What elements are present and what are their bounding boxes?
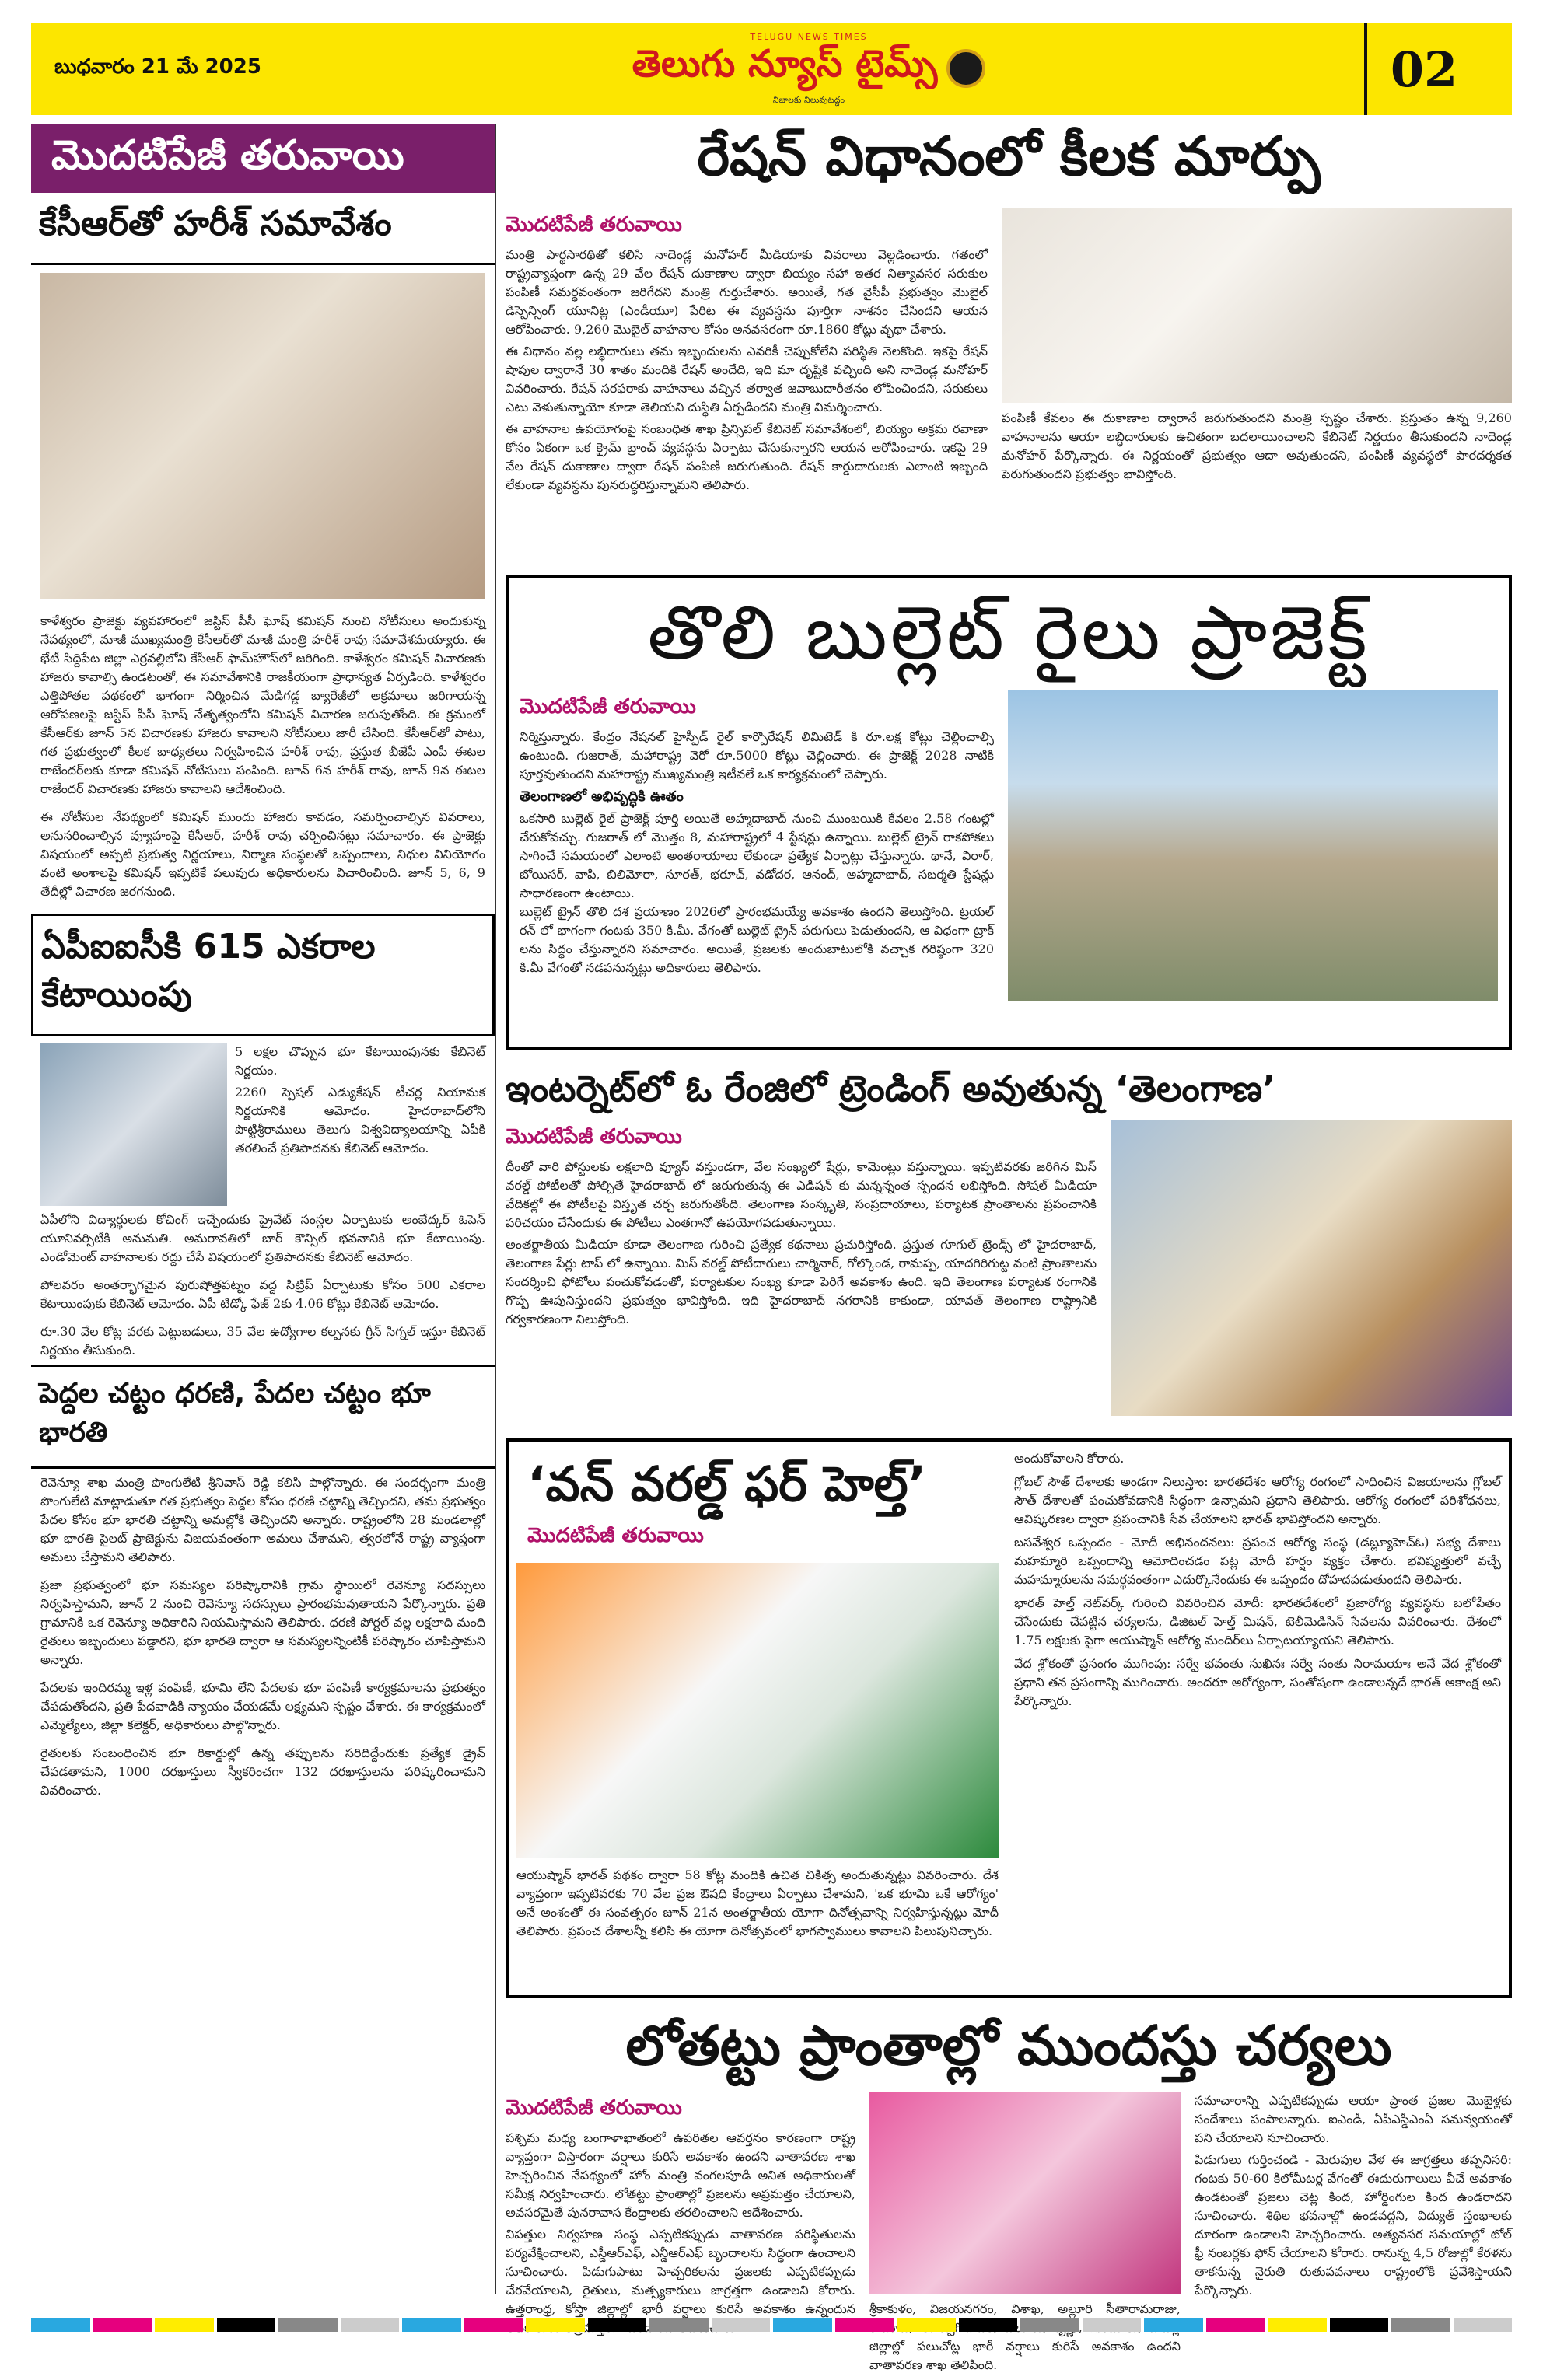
kcr-story-para: ఈ నోటీసుల నేపథ్యంలో కమిషన్ ముందు హాజరు కావడం, సమర్పించాల్సిన వివరాలు, అనుసరించాల్సిన వ్యూహంపై కేసీఆర్, హరీశ్ రావు చర్చించినట్లు సమాచారం. ఈ ప్రాజెక్టు విషయంలో అప్పటి ప్రభుత్వ నిర్ణయాలు, నిర్మాణ సంస్థలతో ఒప్పందాలు, నిధుల వినియోగం వంటి అంశాలపై కమిషన్ ఇప్పటికే పలువురు అధికారులను విచారించింది. జూన్ 5, 6, 9 తేదీల్లో విచారణ జరగనుంది. — [40, 809, 485, 899]
apiic-story-para: ఏపీలోని విద్యార్థులకు కోచింగ్ ఇచ్చేందుకు ప్రైవేట్ సంస్థల ఏర్పాటుకు అంబేద్కర్ ఓపెన్ యూనివర్సిటీకి అనుమతి. అమరావతిలో బార్ కౌన్సిల్ భవనానికి భూ కేటాయింపు. ఎండోమెంట్ వాహనాలకు రద్దు చేసే విషయంలో ప్రతిపాదనకు కేబినెట్ ఆమోదం. — [40, 1212, 485, 1264]
low-lying-para: సమాచారాన్ని ఎప్పటికప్పుడు ఆయా ప్రాంత ప్రజల మొబైళ్లకు సందేశాలు పంపాలన్నారు. ఐఎండీ, ఏపీఎస్డీఎంఏ సమన్వయంతో పని చేయాలని సూచించారు. — [1195, 2093, 1512, 2145]
apiic-story-para: 2260 స్పెషల్ ఎడ్యుకేషన్ టీచర్ల నియామక నిర్ణయానికి ఆమోదం. హైదరాబాద్‌లోని పొట్టిశ్రీరాములు తెలుగు విశ్వవిద్యాలయాన్ని ఏపీకి తరలించే ప్రతిపాదనకు కేబినెట్ ఆమోదం. — [235, 1085, 485, 1155]
bhu-bharati-para: రైతులకు సంబంధించిన భూ రికార్డుల్లో ఉన్న తప్పులను సరిదిద్దేందుకు ప్రత్యేక డ్రైవ్ చేపడతామని, 1000 దరఖాస్తులు స్వీకరించగా 132 దరఖాస్తులను పరిష్కరించామని వివరించారు. — [40, 1746, 485, 1798]
one-world-para: వేద శ్లోకంతో ప్రసంగం ముగింపు: సర్వే భవంతు సుఖినః సర్వే సంతు నిరామయాః అనే వేద శ్లోకంతో ప్రధాని తన ప్రసంగాన్ని ముగించారు. అందరూ ఆరోగ్యంగా, సంతోషంగా ఉండాలన్నదే భారత్ ఆకాంక్ష అని పేర్కొన్నారు. — [1014, 1656, 1501, 1708]
chandrababu-photo — [40, 1043, 227, 1206]
one-world-para: గ్లోబల్ సౌత్ దేశాలకు అండగా నిలుస్తాం: భారతదేశం ఆరోగ్య రంగంలో సాధించిన విజయాలను గ్లోబల్ సౌత్ దేశాలతో పంచుకోవడానికి సిద్ధంగా ఉన్నామని ప్రధాని తెలిపారు. ఆరోగ్య రంగంలో పరిశోధనలు, ఆవిష్కరణల ద్వారా ప్రపంచానికి సేవ చేయాలని భారత్ భావిస్తోందని అన్నారు. — [1014, 1474, 1501, 1526]
low-lying-para: శ్రీకాకుళం, విజయనగరం, విశాఖ, అల్లూరి సీతారామరాజు, జిల్లాల్లో పలుచోట్ల భారీ వర్షాలు కురిసే అవకాశం ఉందని వాతావరణ శాఖ తెలిపింది. — [869, 2301, 1181, 2372]
ration-para: పంపిణీ కేవలం ఈ దుకాణాల ద్వారానే జరుగుతుందని మంత్రి స్పష్టం చేశారు. ప్రస్తుతం ఉన్న 9,260 వాహనాలను ఆయా లబ్ధిదారులకు ఉచితంగా బదలాయించాలని కేబినెట్ నిర్ణయం తీసుకుందని నాదెండ్ల మనోహర్ పేర్కొన్నారు. ఈ నిర్ణయంతో ప్రభుత్వం ఆదా అవుతుందని, పంపిణీ వ్యవస్థలో పారదర్శకత పెరుగుతుందని ప్రభుత్వం భావిస్తోంది. — [1002, 411, 1512, 481]
kcr-story-para: కాళేశ్వరం ప్రాజెక్టు వ్యవహారంలో జస్టిస్ పీసీ ఘోష్ కమిషన్ నుంచి నోటీసులు అందుకున్న నేపథ్యంలో, మాజీ ముఖ్యమంత్రి కేసీఆర్‌తో మాజీ మంత్రి హరీశ్ రావు సమావేశమయ్యారు. ఈ భేటీ సిద్దిపేట జిల్లా ఎర్రవల్లిలోని కేసీఆర్ ఫామ్‌హౌస్‌లో జరిగింది. కాళేశ్వరం కమిషన్ విచారణకు హాజరు కావాల్సి ఉండటంతో, ఈ సమావేశానికి రాజకీయంగా ప్రాధాన్యత ఏర్పడింది. కాళేశ్వరం ఎత్తిపోతల పథకంలో భాగంగా నిర్మించిన మేడిగడ్డ బ్యారేజీలో అక్రమాలు జరిగాయన్న ఆరోపణలపై జస్టిస్ పీసీ ఘోష్ నేతృత్వంలోని కమిషన్ విచారణ జరుపుతోంది. ఈ క్రమంలో కేసీఆర్‌కు జూన్ 5న విచారణకు హాజరు కావాలని నోటీసులు జారీ చేసింది. కేసీఆర్‌తో పాటు, గత ప్రభుత్వంలో కీలక బాధ్యతలు నిర్వహించిన హరీశ్ రావు, ప్రస్తుత బీజేపీ ఎంపీ ఈటల రాజేందర్‌లకు కూడా కమిషన్ నోటీసులు పంపింది. జూన్ 6న హరీశ్ రావు, జూన్ 9న ఈటల రాజేందర్ విచారణకు హాజరు కావాలని ఆదేశించింది. — [40, 613, 486, 796]
left-column — [31, 124, 496, 2294]
anitha-photo — [869, 2092, 1181, 2294]
modi-photo — [516, 1563, 999, 1858]
apiic-headline[interactable]: ఏపీఐఐసీకి 615 ఎకరాల కేటాయింపు — [31, 914, 495, 1036]
logo-tagline-top: TELUGU NEWS TIMES — [750, 31, 868, 42]
section-label: మొదటిపేజీ తరువాయి — [31, 124, 495, 193]
telangana-para: అంతర్జాతీయ మీడియా కూడా తెలంగాణ గురించి ప్రత్యేక కథనాలు ప్రచురిస్తోంది. ప్రస్తుత గూగుల్ ట్రెండ్స్ లో హైదరాబాద్, తెలంగాణ పేర్లు టాప్ లో ఉన్నాయి. మిస్ వరల్డ్ పోటీదారులు చార్మినార్, గోల్కొండ, రామప్ప, యాదగిరిగుట్ట వంటి ప్రాంతాలను సందర్శించి ఫోటోలు పంచుకోవడంతో, పర్యాటకుల సంఖ్య కూడా పెరిగే అవకాశం ఉంది. ఇది తెలంగాణ పర్యాటక రంగానికి గొప్ప ఊపునిస్తుందని ప్రభుత్వం భావిస్తోంది. ఇది హైదరాబాద్ నగరానికి కాకుండా, యావత్ తెలంగాణ రాష్ట్రానికి గర్వకారణంగా నిలుస్తోంది. — [506, 1237, 1097, 1326]
ration-headline[interactable]: రేషన్ విధానంలో కీలక మార్పు — [697, 124, 1321, 188]
apiic-story-para: 5 లక్షల చొప్పున భూ కేటాయింపునకు కేబినెట్ నిర్ణయం. — [235, 1044, 485, 1078]
ration-byline: మొదటిపేజీ తరువాయి — [506, 213, 682, 236]
brand-name: తెలుగు న్యూస్ టైమ్స్ — [632, 42, 986, 95]
bullet-train-subhead: తెలంగాణలో అభివృద్ధికి ఊతం — [520, 788, 684, 805]
bullet-train-para: ఒకసారి బుల్లెట్ రైల్ ప్రాజెక్ట్ పూర్తి అయితే అహ్మదాబాద్ నుంచి ముంబయికి కేవలం 2.58 గంటల్లో చేరుకోవచ్చు. గుజరాత్ లో మొత్తం 8, మహారాష్ట్రలో 4 స్టేషన్లు ఉన్నాయి. బుల్లెట్ ట్రైన్ రాకపోకలు సాగించే సమయంలో ఎలాంటి అంతరాయాలు లేకుండా ప్రత్యేక ఏర్పాట్లు చేస్తున్నారు. థానే, విరార్, బోయిసర్, వాపి, బిలిమోరా, సూరత్, భరూచ్, వడోదర, ఆనంద్, అహ్మదాబాద్, సబర్మతి స్టేషన్లు సాధారణంగా ఉంటాయి. — [520, 811, 994, 900]
one-world-para: అందుకోవాలని కోరారు. — [1014, 1451, 1125, 1466]
bullet-train-story — [506, 575, 1512, 1050]
telangana-trending-headline[interactable]: ఇంటర్నెట్‌లో ఓ రేంజిలో ట్రెండింగ్ అవుతున్న ‘తెలంగాణ’ — [506, 1068, 1276, 1110]
printer-color-bar — [31, 2309, 1512, 2340]
bhu-bharati-para: ప్రజా ప్రభుత్వంలో భూ సమస్యల పరిష్కారానికి గ్రామ స్థాయిలో రెవెన్యూ సదస్సులు నిర్వహిస్తామని, జూన్ 2 నుంచి రెవెన్యూ సదస్సులు ప్రారంభమవుతాయని పేర్కొన్నారు. ప్రతి గ్రామానికి ఒక రెవెన్యూ అధికారిని నియమిస్తామని తెలిపారు. ధరణి పోర్టల్ వల్ల లక్షలాది మంది రైతులు ఇబ్బందులు పడ్డారని, భూ భారతి ద్వారా ఆ సమస్యలన్నింటికీ పరిష్కారం చూపిస్తామని అన్నారు. — [40, 1578, 485, 1667]
telangana-para: దీంతో వారి పోస్టులకు లక్షలాది వ్యూస్ వస్తుండగా, వేల సంఖ్యలో షేర్లు, కామెంట్లు వస్తున్నాయి. ఇప్పటివరకు జరిగిన మిస్ వరల్డ్ పోటీలతో పోల్చితే హైదరాబాద్ లో జరుగుతున్న ఈ ఎడిషన్ కు మన్నన్నంత స్పందన లభిస్తోంది. సోషల్ మీడియా వేదికల్లో ఈ పోటీలపై విస్తృత చర్చ జరుగుతోంది. తెలంగాణ సంస్కృతి, సంప్రదాయాలు, పర్యాటక ప్రాంతాలను ప్రపంచానికి పరిచయం చేసేందుకు ఈ పోటీలు ఎంతగానో ఉపయోగపడుతున్నాయి. — [506, 1159, 1097, 1230]
one-world-para: ఆయుష్మాన్ భారత్ పథకం ద్వారా 58 కోట్ల మందికి ఉచిత చికిత్స అందుతున్నట్లు వివరించారు. దేశ వ్యాప్తంగా ఇప్పటివరకు 70 వేల ప్రజ ఔషధి కేంద్రాలు ఏర్పాటు చేశామని, 'ఒక భూమి ఒకే ఆరోగ్యం' అనే అంశంతో ఈ సంవత్సరం జూన్ 21న అంతర్జాతీయ యోగా దినోత్సవాన్ని నిర్వహిస్తున్నట్లు మోదీ తెలిపారు. ప్రపంచ దేశాలన్నీ కలిసి ఈ యోగా దినోత్సవంలో భాగస్వాములు కావాలని పిలుపునిచ్చారు. — [516, 1868, 999, 1938]
miss-world-photo — [1111, 1120, 1512, 1416]
low-lying-para: పిడుగులు గుర్తించండి - మెరుపుల వేళ ఈ జాగ్రత్తలు తప్పనిసరి: గంటకు 50-60 కిలోమీటర్ల వేగంతో ఈదురుగాలులు వీచే అవకాశం ఉండటంతో ప్రజలు చెట్ల కింద, హోర్డింగుల కింద ఉండరాదని సూచించారు. శిథిల భవనాల్లో ఉండవద్దని, విద్యుత్ స్తంభాలకు దూరంగా ఉండాలని హెచ్చరించారు. అత్యవసర సమయాల్లో టోల్ ఫ్రీ నంబర్లకు ఫోన్ చేయాలని కోరారు. రానున్న 4,5 రోజుల్లో కేరళను తాకనున్న నైరుతి రుతుపవనాలు రాష్ట్రంలోకి ప్రవేశిస్తాయని పేర్కొన్నారు. — [1195, 2152, 1512, 2298]
kcr-harish-headline[interactable]: కేసీఆర్‌తో హరీశ్ సమావేశం — [31, 193, 495, 265]
pen-nib-icon — [946, 49, 985, 88]
bullet-train-headline[interactable]: తొలి బుల్లెట్ రైలు ప్రాజెక్ట్ — [647, 589, 1370, 676]
bhu-bharati-headline[interactable]: పెద్దల చట్టం ధరణి, పేదల చట్టం భూ భారతి — [31, 1365, 495, 1469]
nadendla-photo — [1002, 208, 1512, 403]
low-lying-byline: మొదటిపేజీ తరువాయి — [506, 2096, 682, 2120]
low-lying-headline[interactable]: లోతట్టు ప్రాంతాల్లో ముందస్తు చర్యలు — [625, 2014, 1392, 2078]
page-number: 02 — [1364, 23, 1481, 115]
ration-para: మంత్రి పార్థసారథితో కలిసి నాదెండ్ల మనోహర్ మీడియాకు వివరాలు వెల్లడించారు. గతంలో రాష్ట్రవ్యాప్తంగా ఉన్న 29 వేల రేషన్ దుకాణాల ద్వారా బియ్యం సహా ఇతర నిత్యావసర సరుకుల పంపిణీ సమర్థవంతంగా జరిగేదని మంత్రి గుర్తుచేశారు. అయితే, గత వైసీపీ ప్రభుత్వం మొబైల్ డిస్పెన్సింగ్ యూనిట్ల (ఎండీయూ) పేరిట ఈ వ్యవస్థను పూర్తిగా నాశనం చేసిందని ఆయన ఆరోపించారు. 9,260 మొబైల్ వాహనాల కోసం అనవసరంగా రూ.1860 కోట్లు వృథా చేశారు. — [506, 247, 988, 337]
ration-para: ఈ విధానం వల్ల లబ్ధిదారులు తమ ఇబ్బందులను ఎవరికీ చెప్పుకోలేని పరిస్థితి నెలకొంది. ఇకపై రేషన్ షాపుల ద్వారానే 30 శాతం మందికి రేషన్ అందేది, ఇది మా దృష్టికి వచ్చింది అని నాదెండ్ల మనోహర్ వివరించారు. రేషన్ సరఫరాకు వాహనాలు వచ్చిన తర్వాత జవాబుదారీతనం లోపించిందని, సరుకులు ఎటు వెళుతున్నాయో కూడా తెలియని దుస్థితి ఏర్పడిందని మంత్రి విమర్శించారు. — [506, 344, 988, 414]
low-lying-para: పశ్చిమ మధ్య బంగాళాఖాతంలో ఉపరితల ఆవర్తనం కారణంగా రాష్ట్ర వ్యాప్తంగా విస్తారంగా వర్షాలు కురిసే అవకాశం ఉందని వాతావరణ శాఖ హెచ్చరించిన నేపథ్యంలో హోం మంత్రి వంగలపూడి అనిత అధికారులతో సమీక్ష నిర్వహించారు. లోతట్టు ప్రాంతాల్లో ప్రజలను అప్రమత్తం చేయాలని, అవసరమైతే పునరావాస కేంద్రాలకు తరలించాలని ఆదేశించారు. — [506, 2130, 855, 2220]
bullet-train-site-photo — [1008, 690, 1498, 1001]
bhu-bharati-para: పేదలకు ఇందిరమ్మ ఇళ్ల పంపిణీ, భూమి లేని పేదలకు భూ పంపిణీ కార్యక్రమాలను ప్రభుత్వం చేపడుతోందని, ప్రతి పేదవాడికి న్యాయం చేయడమే లక్ష్యమని స్పష్టం చేశారు. ఈ కార్యక్రమంలో ఎమ్మెల్యేలు, జిల్లా కలెక్టర్, అధికారులు పాల్గొన్నారు. — [40, 1680, 485, 1732]
bullet-train-para: నిర్మిస్తున్నారు. కేంద్రం నేషనల్ హైస్పీడ్ రైల్ కార్పొరేషన్ లిమిటెడ్ కి రూ.లక్ష కోట్లు చెల్లించాల్సి ఉంటుంది. గుజరాత్, మహారాష్ట్ర వెరో రూ.5000 కోట్లు చెల్లించారు. ఈ ప్రాజెక్ట్ 2028 నాటికి పూర్తవుతుందని మహారాష్ట్ర ముఖ్యమంత్రి ఇటీవలే ఒక కార్యక్రమంలో చెప్పారు. — [520, 729, 994, 781]
ration-story — [506, 124, 1512, 560]
one-world-headline[interactable]: ‘వన్ వరల్డ్ ఫర్ హెల్త్’ — [527, 1456, 927, 1512]
apiic-story-para: రూ.30 వేల కోట్ల వరకు పెట్టుబడులు, 35 వేల ఉద్యోగాల కల్పనకు గ్రీన్ సిగ్నల్ ఇస్తూ కేబినెట్ నిర్ణయం తీసుకుంది. — [40, 1324, 485, 1358]
bullet-train-para: బుల్లెట్ ట్రైన్ తొలి దశ ప్రయాణం 2026లో ప్రారంభమయ్యే అవకాశం ఉందని తెలుస్తోంది. ట్రయల్ రన్ లో భాగంగా గంటకు 350 కి.మీ. వేగంతో బుల్లెట్ ట్రైన్ పరుగులు పెడుతుందని, ఆ విధంగా ట్రాక్ లను సిద్ధం చేస్తున్నారని సమాచారం. అయితే, ప్రజలకు అందుబాటులోకి వచ్చాక గరిష్ఠంగా 320 కి.మీ వేగంతో నడపనున్నట్లు అధికారులు తెలిపారు. — [520, 904, 994, 975]
bullet-train-byline: మొదటిపేజీ తరువాయి — [520, 695, 696, 718]
one-world-para: బసవేశ్వర ఒప్పందం - మోదీ అభినందనలు: ప్రపంచ ఆరోగ్య సంస్థ (డబ్ల్యూహెచ్ఓ) సభ్య దేశాలు మహమ్మారి ఒప్పందాన్ని ఆమోదించడం పట్ల మోదీ హర్షం వ్యక్తం చేశారు. భవిష్యత్తులో వచ్చే మహమ్మారులను సమర్థవంతంగా ఎదుర్కొనేందుకు ఈ ఒప్పందం దోహదపడుతుందని తెలిపారు. — [1014, 1535, 1501, 1587]
masthead — [31, 23, 1512, 115]
issue-date: బుధవారం 21 మే 2025 — [54, 55, 261, 79]
kcr-harish-photo — [40, 273, 485, 599]
one-world-byline: మొదటిపేజీ తరువాయి — [527, 1524, 704, 1547]
apiic-story-para: పోలవరం అంతర్భాగమైన పురుషోత్తపట్నం వద్ద సిట్రిప్ ఏర్పాటుకు కోసం 500 ఎకరాల కేటాయింపుకు కేబినెట్ ఆమోదం. ఏపీ టిడ్కో ఫేజ్ 2కు 4.06 కోట్లు కేబినెట్ ఆమోదం. — [40, 1277, 485, 1311]
logo-tagline-bottom: నిజాలకు నిలువుటద్దం — [772, 94, 845, 105]
ration-para: ఈ వాహనాల ఉపయోగంపై సంబంధిత శాఖ ప్రిన్సిపల్ కేబినెట్ సమావేశంలో, బియ్యం అక్రమ రవాణా కోసం ఏకంగా ఒక క్రైమ్ బ్రాంచ్ వ్యవస్థను ఏర్పాటు చేసుకున్నారని ఆయన ఆరోపించారు. ఇకపై 29 వేల రేషన్ దుకాణాల ద్వారా రేషన్ పంపిణీ జరుగుతుంది. రేషన్ కార్డుదారులకు ఎలాంటి ఇబ్బంది లేకుండా వ్యవస్థను పునరుద్ధరిస్తున్నామని తెలిపారు. — [506, 421, 988, 492]
right-column — [506, 124, 1512, 2372]
telangana-byline: మొదటిపేజీ తరువాయి — [506, 1125, 682, 1148]
low-lying-para: విపత్తుల నిర్వహణ సంస్థ ఎప్పటికప్పుడు వాతావరణ పరిస్థితులను పర్యవేక్షించాలని, ఎస్డీఆర్ఎఫ్, ఎన్డీఆర్ఎఫ్ బృందాలను సిద్ధంగా ఉంచాలని సూచించారు. పిడుగుపాటు హెచ్చరికలను ప్రజలకు ఎప్పటికప్పుడు చేరవేయాలని, రైతులు, మత్స్యకారులు జాగ్రత్తగా ఉండాలని కోరారు. ఉత్తరాంధ్ర, కోస్తా జిల్లాల్లో భారీ వర్షాలు కురిసే అవకాశం ఉన్నందున ఆదేశించారు. — [506, 2227, 855, 2335]
one-world-para: భారత్ హెల్త్ నెట్‌వర్క్ గురించి వివరించిన మోదీ: భారతదేశంలో ప్రజారోగ్య వ్యవస్థను బలోపేతం చేసేందుకు చేపట్టిన చర్యలను, డిజిటల్ హెల్త్ మిషన్, టెలీమెడిసిన్ సేవలను వివరించారు. దేశంలో 1.75 లక్షలకు పైగా ఆయుష్మాన్ ఆరోగ్య మందిర్‌లు ఏర్పాటయ్యాయని తెలిపారు. — [1014, 1595, 1501, 1648]
telangana-trending-story — [506, 1061, 1512, 1427]
bhu-bharati-para: రెవెన్యూ శాఖ మంత్రి పొంగులేటి శ్రీనివాస్ రెడ్డి కలిసి పాల్గొన్నారు. ఈ సందర్భంగా మంత్రి పొంగులేటి మాట్లాడుతూ గత ప్రభుత్వం పెద్దల కోసం ధరణి చట్టాన్ని తెచ్చిందని, తమ ప్రభుత్వం పేదల కోసం భూ భారతి చట్టాన్ని అమల్లోకి తెచ్చిందని అన్నారు. రాష్ట్రంలోని 28 మండలాల్లో భూ భారతి పైలట్ ప్రాజెక్టును విజయవంతంగా అమలు చేశామని, త్వరలోనే రాష్ట్ర వ్యాప్తంగా అమలు చేస్తామని తెలిపారు. — [40, 1475, 485, 1564]
newspaper-logo[interactable] — [607, 32, 1011, 107]
one-world-health-story — [506, 1438, 1512, 1998]
